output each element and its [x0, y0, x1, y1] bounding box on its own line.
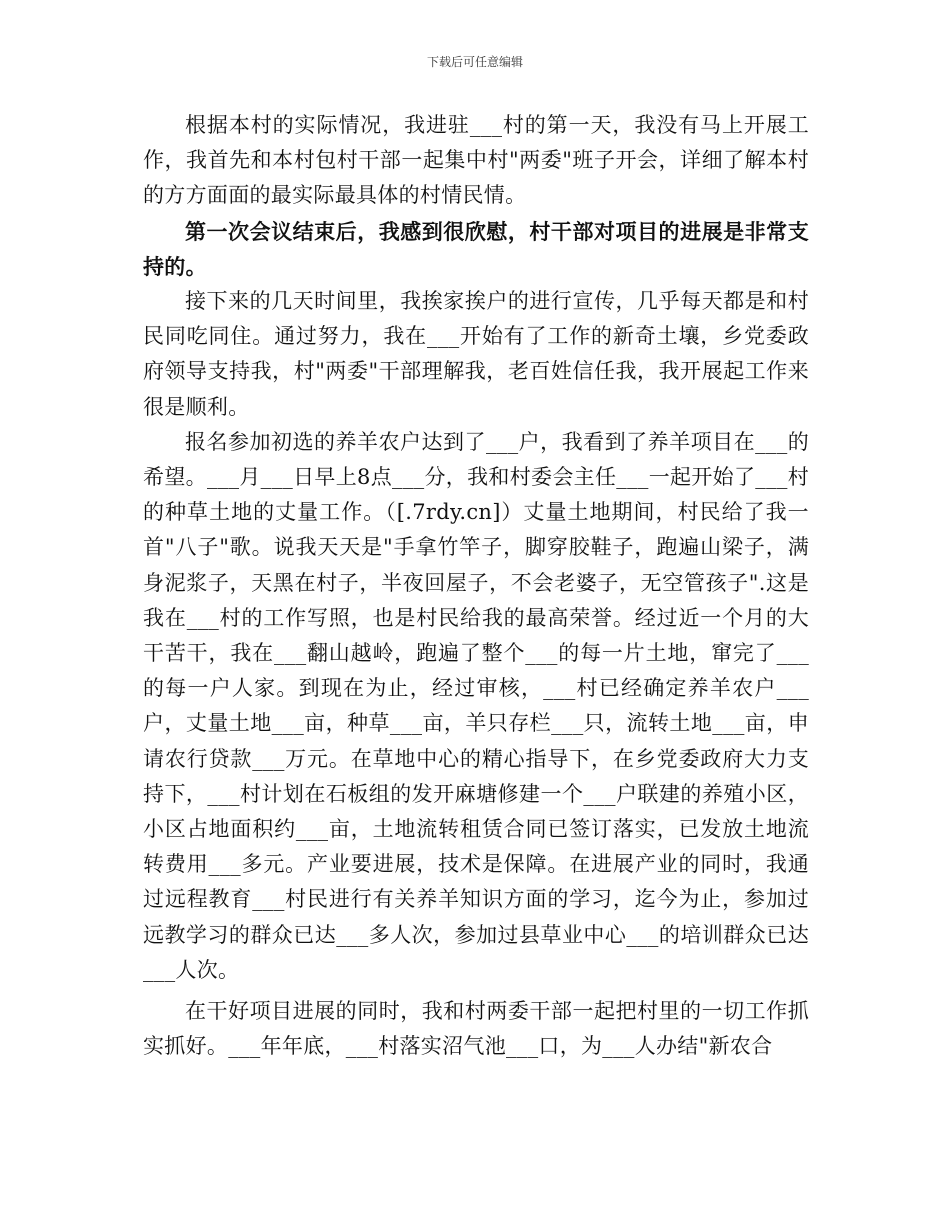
page-header: 下载后可任意编辑 — [426, 55, 523, 69]
paragraph-4: 报名参加初选的养羊农户达到了___户，我看到了养羊项目在___的希望。___月___日早上8点___分，我和村委会主任___一起开始了___村的种草土地的丈量工作。（[.7rdy.cn]）丈量土地期间，村民给了我一首"八子"歌。说我天天是"手拿竹竿子，脚穿胶鞋子，跑遍山梁子，满身泥浆子，天黑在村子，半夜回屋子，不会老婆子，无空管孩子".这是我在___村的工作写照，也是村民给我的最高荣誉。经过近一个月的大干苦干，我在___翻山越岭，跑遍了整个___的每一片土地，窜完了___的每一户人家。到现在为止，经过审核，___村已经确定养羊农户___户，丈量土地___亩，种草___亩，羊只存栏___只，流转土地___亩，申请农行贷款___万元。在草地中心的精心指导下，在乡党委政府大力支持下，___村计划在石板组的发开麻塘修建一个___户联建的养殖小区，小区占地面积约___亩，土地流转租赁合同已签订落实，已发放土地流转费用___多元。产业要进展，技术是保障。在进展产业的同时，我通过远程教育___村民进行有关养羊知识方面的学习，迄今为止，参加过远教学习的群众已达___多人次，参加过县草业中心___的培训群众已达___人次。 — [143, 429, 809, 982]
paragraph-3: 接下来的几天时间里，我挨家挨户的进行宣传，几乎每天都是和村民同吃同住。通过努力，我在___开始有了工作的新奇土壤，乡党委政府领导支持我，村"两委"干部理解我，老百姓信任我，我开展起工作来很是顺利。 — [143, 289, 809, 419]
paragraph-5: 在干好项目进展的同时，我和村两委干部一起把村里的一切工作抓实抓好。___年年底，___村落实沼气池___口，为___人办结"新农合 — [143, 999, 809, 1059]
document-body — [143, 108, 809, 1064]
paragraph-1: 根据本村的实际情况，我进驻___村的第一天，我没有马上开展工作，我首先和本村包村干部一起集中村"两委"班子开会，详细了解本村的方方面面的最实际最具体的村情民情。 — [143, 113, 809, 208]
paragraph-2-bold: 第一次会议结束后，我感到很欣慰，村干部对项目的进展是非常支持的。 — [143, 218, 809, 279]
